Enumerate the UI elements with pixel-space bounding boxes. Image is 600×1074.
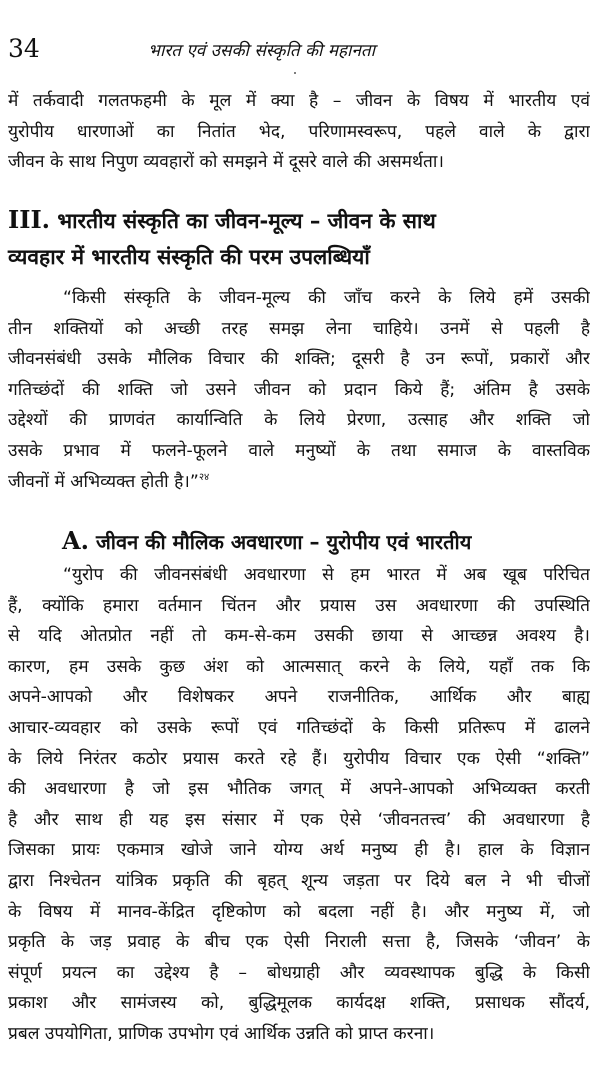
intro-paragraph: [8, 86, 590, 178]
text-line: से यदि ओतप्रोत नहीं तो कम-से-कम उसकी छाया से आच्छन्न अवश्य है।: [8, 626, 590, 647]
text-line: जिसका प्रायः एकमात्र खोजे जाने योग्य अर्थ मनुष्य ही है। हाल के विज्ञान: [8, 840, 590, 861]
section-title-part-1: भारतीय संस्कृति का जीवन-मूल्य – जीवन के साथ: [57, 209, 436, 233]
text-line: प्रकाश और सामंजस्य को, बुद्धिमूलक कार्यदक्ष शक्ति, प्रसाधक सौंदर्य,: [8, 993, 590, 1014]
text-line: कारण, हम उसके कुछ अंश को आत्मसात् करने के लिये, यहाँ तक कि: [8, 656, 590, 677]
section-number: III.: [8, 205, 51, 234]
footnote-marker: २४: [198, 471, 210, 483]
text-line: जीवनसंबंधी उसके मौलिक विचार की शक्ति; दूसरी है उन रूपों, प्रकारों और: [8, 349, 590, 370]
text-line: द्वारा निश्चेतन यांत्रिक प्रकृति की बृहत् शून्य जड़ता पर दिये बल ने भी चीजों: [8, 870, 590, 891]
text-line: प्रकृति के जड़ प्रवाह के बीच एक ऐसी निराली सत्ता है, जिसके ‘जीवन’ के: [8, 932, 590, 953]
running-title: भारत एवं उसकी संस्कृति की महानता: [148, 41, 375, 61]
quote-paragraph-1: [8, 283, 590, 497]
text-line: में तर्कवादी गलतफहमी के मूल में क्या है – जीवन के विषय में भारतीय एवं: [8, 91, 590, 111]
text-line: के विषय में मानव-केंद्रित दृष्टिकोण को बदला नहीं है। और मनुष्य में, जो: [8, 901, 590, 922]
quote-end-text: जीवनों में अभिव्यक्त होती है।”: [8, 471, 199, 492]
subsection-title: जीवन की मौलिक अवधारणा – युरोपीय एवं भारतीय: [95, 530, 472, 554]
text-line: “किसी संस्कृति के जीवन-मूल्य की जाँच करने के लिये हमें उसकी: [63, 288, 590, 308]
text-line: आचार-व्यवहार को उसके रूपों एवं गतिच्छंदों के किसी प्रतिरूप में ढालने: [8, 717, 590, 738]
text-line: के लिये निरंतर कठोर प्रयास करते रहे हैं। युरोपीय विचार एक ऐसी “शक्ति”: [8, 748, 590, 769]
text-line: संपूर्ण प्रयत्न का उद्देश्य है – बोधग्राही और व्यवस्थापक बुद्धि के किसी: [8, 962, 590, 983]
text-line: “युरोप की जीवनसंबंधी अवधारणा से हम भारत में अब खूब परिचित: [63, 565, 590, 585]
text-line: तीन शक्तियों को अच्छी तरह समझ लेना चाहिये। उनमें से पहली है: [8, 318, 590, 339]
text-line: उसके प्रभाव में फलने-फूलने वाले मनुष्यों के तथा समाज के वास्तविक: [8, 440, 590, 461]
section-heading-line-1: [8, 202, 590, 239]
text-line: गतिच्छंदों की शक्ति जो उसने जीवन को प्रदान किये हैं; अंतिम है उसके: [8, 379, 590, 400]
text-line: हैं, क्योंकि हमारा वर्तमान चिंतन और प्रयास उस अवधारणा की उपस्थिति: [8, 595, 590, 616]
section-heading: [8, 202, 590, 275]
page-number: 34: [8, 34, 40, 63]
text-line: प्रबल उपयोगिता, प्राणिक उपभोग एवं आर्थिक उन्नति को प्राप्त करना।: [8, 1023, 435, 1044]
section-title-part-2: व्यवहार में भारतीय संस्कृति की परम उपलब्धियाँ: [8, 245, 370, 269]
text-line: अपने-आपको और विशेषकर अपने राजनीतिक, आर्थिक और बाह्य: [8, 687, 590, 708]
quote-paragraph-2: [8, 560, 590, 1050]
subsection-number: A.: [62, 526, 89, 555]
subsection-heading: [62, 524, 590, 559]
page-header: [8, 32, 590, 72]
text-line: है और साथ ही यह इस संसार में एक ऐसे ‘जीवनतत्त्व’ की अवधारणा है: [8, 809, 590, 830]
text-line: जीवन के साथ निपुण व्यवहारों को समझने में दूसरे वाले की असमर्थता।: [8, 152, 444, 173]
text-line: की अवधारणा है जो इस भौतिक जगत् में अपने-आपको अभिव्यक्त करती: [8, 779, 590, 800]
text-line: उद्देश्यों की प्राणवंत कार्यान्विति के लिये प्रेरणा, उत्साह और शक्ति जो: [8, 410, 590, 431]
ink-dot: [294, 72, 296, 74]
text-line: युरोपीय धारणाओं का नितांत भेद, परिणामस्वरूप, पहले वाले के द्वारा: [8, 121, 590, 142]
text-line: [8, 467, 590, 498]
